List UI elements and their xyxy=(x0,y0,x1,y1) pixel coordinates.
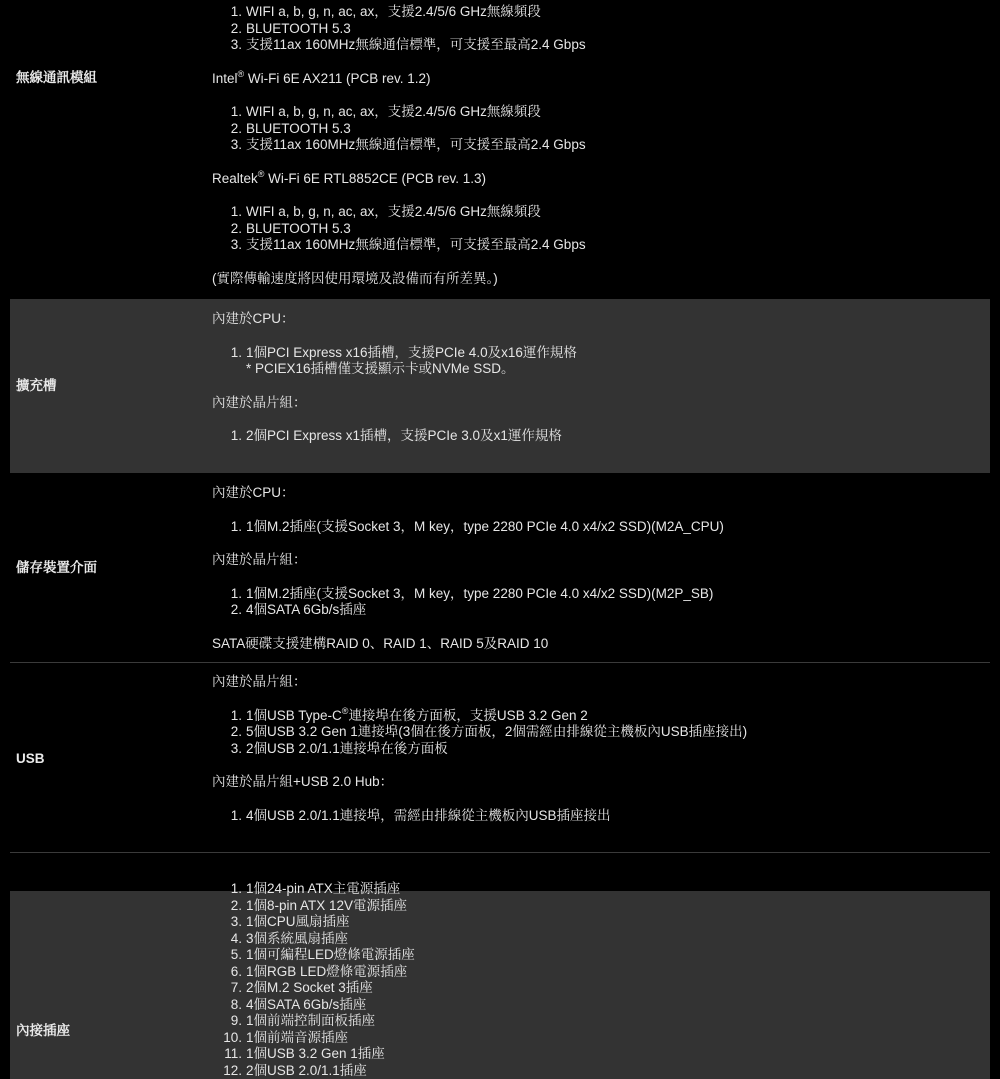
expansion-label: 擴充槽 xyxy=(16,378,57,393)
list-item: 12. 2個USB 2.0/1.1插座 xyxy=(223,1062,367,1078)
list-item: 3. 2個USB 2.0/1.1連接埠在後方面板 xyxy=(230,740,448,756)
storage-chipset-heading: 內建於晶片組： xyxy=(212,552,307,567)
expansion-section xyxy=(10,299,990,473)
usb-hub-list xyxy=(212,808,990,825)
intel-list xyxy=(212,104,990,154)
storage-cpu-heading: 內建於CPU： xyxy=(212,485,295,500)
list-item: 1. 1個USB Type-C®連接埠在後方面板，支援USB 3.2 Gen 2 xyxy=(230,705,588,723)
storage-chipset-list xyxy=(212,586,990,619)
list-item: 11. 1個USB 3.2 Gen 1插座 xyxy=(224,1046,385,1061)
list-item: 1. 1個M.2插座(支援Socket 3，M key，type 2280 PCIe 4.0 x4/x2 SSD)(M2P_SB) xyxy=(230,585,714,601)
internal-list xyxy=(212,881,990,1079)
list-item: 1. WIFI a, b, g, n, ac, ax，支援2.4/5/6 GHz無線頻段 xyxy=(230,104,541,119)
list-item: 2. 4個SATA 6Gb/s插座 xyxy=(230,602,367,617)
list-item: 1. WIFI a, b, g, n, ac, ax，支援2.4/5/6 GHz無線頻段 xyxy=(230,4,541,19)
list-item: 3. 支援11ax 160MHz無線通信標準，可支援至最高2.4 Gbps xyxy=(230,237,586,252)
list-item: 8. 4個SATA 6Gb/s插座 xyxy=(230,996,367,1012)
list-item: 9. 1個前端控制面板插座 xyxy=(230,1013,376,1028)
pcie-note: * PCIEX16插槽僅支援顯示卡或NVMe SSD。 xyxy=(246,361,515,376)
raid-support: SATA硬碟支援建構RAID 0、RAID 1、RAID 5及RAID 10 xyxy=(212,635,549,651)
list-item: 3. 支援11ax 160MHz無線通信標準，可支援至最高2.4 Gbps xyxy=(230,137,586,152)
list-item: 1. 1個PCI Express x16插槽，支援PCIe 4.0及x16運作規格 xyxy=(230,344,577,360)
list-item: 1. 4個USB 2.0/1.1連接埠，需經由排線從主機板內USB插座接出 xyxy=(230,807,611,823)
list-item: 1. 2個PCI Express x1插槽，支援PCIe 3.0及x1運作規格 xyxy=(230,428,562,443)
list-item: 1. WIFI a, b, g, n, ac, ax，支援2.4/5/6 GHz無線頻段 xyxy=(230,204,541,219)
speed-note: (實際傳輸速度將因使用環境及設備而有所差異。) xyxy=(212,270,498,286)
usb-hub-heading: 內建於晶片組+USB 2.0 Hub： xyxy=(212,774,394,789)
internal-section xyxy=(10,853,990,1079)
usb-label: USB xyxy=(16,751,45,766)
wireless-top-list xyxy=(212,4,990,54)
realtek-module-name: Realtek® Wi-Fi 6E RTL8852CE (PCB rev. 1.3) xyxy=(212,168,486,186)
list-item: 2. BLUETOOTH 5.3 xyxy=(230,220,351,236)
list-item: 3. 1個CPU風扇插座 xyxy=(230,914,350,929)
list-item: 7. 2個M.2 Socket 3插座 xyxy=(230,980,373,995)
storage-cpu-list xyxy=(212,519,990,536)
wireless-section xyxy=(10,0,990,299)
list-item: 6. 1個RGB LED燈條電源插座 xyxy=(230,963,408,979)
usb-chipset-heading: 內建於晶片組： xyxy=(212,674,307,689)
expansion-cpu-heading: 內建於CPU： xyxy=(212,311,295,326)
usb-chipset-list xyxy=(212,705,990,758)
expansion-chipset-heading: 內建於晶片組： xyxy=(212,394,307,410)
list-item: 1. 1個24-pin ATX主電源插座 xyxy=(230,881,401,896)
storage-label: 儲存裝置介面 xyxy=(16,560,97,575)
list-item: 10. 1個前端音源插座 xyxy=(223,1029,349,1045)
usb-section xyxy=(10,663,990,852)
list-item: 1. 1個M.2插座(支援Socket 3，M key，type 2280 PCIe 4.0 x4/x2 SSD)(M2A_CPU) xyxy=(230,518,724,534)
list-item: 3. 支援11ax 160MHz無線通信標準，可支援至最高2.4 Gbps xyxy=(230,37,586,52)
intel-module-name: Intel® Wi-Fi 6E AX211 (PCB rev. 1.2) xyxy=(212,68,431,86)
list-item: 2. 1個8-pin ATX 12V電源插座 xyxy=(230,897,408,913)
list-item: 5. 1個可編程LED燈條電源插座 xyxy=(230,947,415,962)
list-item: 2. BLUETOOTH 5.3 xyxy=(230,120,351,136)
expansion-cpu-list xyxy=(212,345,990,362)
realtek-list xyxy=(212,204,990,254)
list-item: 4. 3個系統風扇插座 xyxy=(230,930,349,946)
list-item: 2. BLUETOOTH 5.3 xyxy=(230,20,351,36)
expansion-chipset-list xyxy=(212,428,990,445)
internal-label: 內接插座 xyxy=(16,1023,70,1038)
storage-section xyxy=(10,473,990,662)
list-item: 2. 5個USB 3.2 Gen 1連接埠(3個在後方面板，2個需經由排線從主機板內USB插座接出) xyxy=(230,724,748,739)
wireless-label: 無線通訊模組 xyxy=(16,70,97,85)
